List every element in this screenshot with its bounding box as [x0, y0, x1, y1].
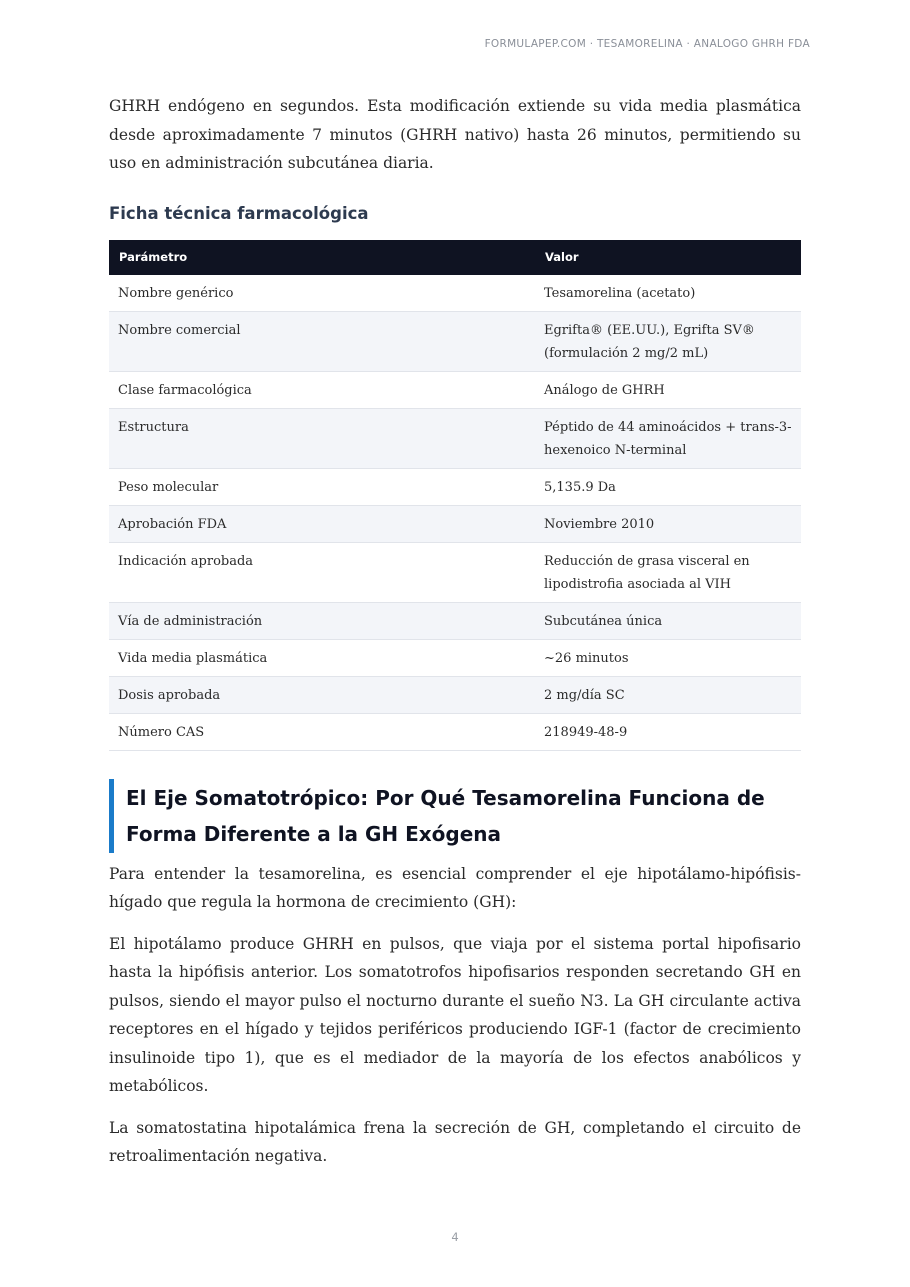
- table-row: [109, 713, 801, 750]
- page-content: [109, 92, 801, 1171]
- param-cell: Nombre comercial: [109, 311, 535, 371]
- value-cell: Tesamorelina (acetato): [535, 275, 801, 312]
- param-cell: Aprobación FDA: [109, 505, 535, 542]
- table-row: [109, 542, 801, 602]
- table-row: [109, 468, 801, 505]
- param-cell: Número CAS: [109, 713, 535, 750]
- value-cell: Noviembre 2010: [535, 505, 801, 542]
- param-cell: Vida media plasmática: [109, 639, 535, 676]
- table-row: [109, 602, 801, 639]
- table-row: [109, 505, 801, 542]
- param-cell: Peso molecular: [109, 468, 535, 505]
- table-row: [109, 311, 801, 371]
- param-cell: Vía de administración: [109, 602, 535, 639]
- value-cell: Subcutánea única: [535, 602, 801, 639]
- value-cell: 5,135.9 Da: [535, 468, 801, 505]
- spec-table-header-row: [109, 240, 801, 275]
- param-cell: Indicación aprobada: [109, 542, 535, 602]
- table-row: [109, 408, 801, 468]
- value-cell: Reducción de grasa visceral en lipodistrofia asociada al VIH: [535, 542, 801, 602]
- value-cell: ~26 minutos: [535, 639, 801, 676]
- param-cell: Clase farmacológica: [109, 371, 535, 408]
- column-header-parameter: Parámetro: [109, 240, 535, 275]
- spec-table-title: Ficha técnica farmacológica: [109, 203, 369, 223]
- value-cell: Análogo de GHRH: [535, 371, 801, 408]
- running-header: FORMULAPEP.COM · TESAMORELINA · ANALOGO GHRH FDA: [484, 38, 810, 50]
- intro-paragraph: GHRH endógeno en segundos. Esta modificación extiende su vida media plasmática desde aproximadamente 7 minutos (GHRH nativo) hasta 26 minutos, permitiendo su uso en administración subcutánea diaria.: [109, 97, 801, 172]
- column-header-value: Valor: [535, 240, 801, 275]
- section-heading: El Eje Somatotrópico: Por Qué Tesamorelina Funciona de Forma Diferente a la GH Exógena: [126, 785, 765, 846]
- param-cell: Nombre genérico: [109, 275, 535, 312]
- table-row: [109, 639, 801, 676]
- body-paragraph: Para entender la tesamorelina, es esencial comprender el eje hipotálamo-hipófisis-hígado que regula la hormona de crecimiento (GH):: [109, 864, 801, 911]
- value-cell: Péptido de 44 aminoácidos + trans-3-hexenoico N-terminal: [535, 408, 801, 468]
- table-row: [109, 676, 801, 713]
- value-cell: 218949-48-9: [535, 713, 801, 750]
- spec-table: [109, 240, 801, 751]
- table-row: [109, 371, 801, 408]
- param-cell: Estructura: [109, 408, 535, 468]
- table-row: [109, 275, 801, 312]
- value-cell: 2 mg/día SC: [535, 676, 801, 713]
- body-paragraph: La somatostatina hipotalámica frena la secreción de GH, completando el circuito de retroalimentación negativa.: [109, 1118, 801, 1165]
- section-heading-block: [109, 779, 801, 853]
- value-cell: Egrifta® (EE.UU.), Egrifta SV® (formulación 2 mg/2 mL): [535, 311, 801, 371]
- param-cell: Dosis aprobada: [109, 676, 535, 713]
- page-number: 4: [451, 1230, 459, 1244]
- body-paragraph: El hipotálamo produce GHRH en pulsos, que viaja por el sistema portal hipofisario hasta la hipófisis anterior. Los somatotrofos hipofisarios responden secretando GH en pulsos, siendo el mayor pulso el nocturno durante el sueño N3. La GH circulante activa receptores en el hígado y tejidos periféricos produciendo IGF-1 (factor de crecimiento insulinoide tipo 1), que es el mediador de la mayoría de los efectos anabólicos y metabólicos.: [109, 934, 801, 1095]
